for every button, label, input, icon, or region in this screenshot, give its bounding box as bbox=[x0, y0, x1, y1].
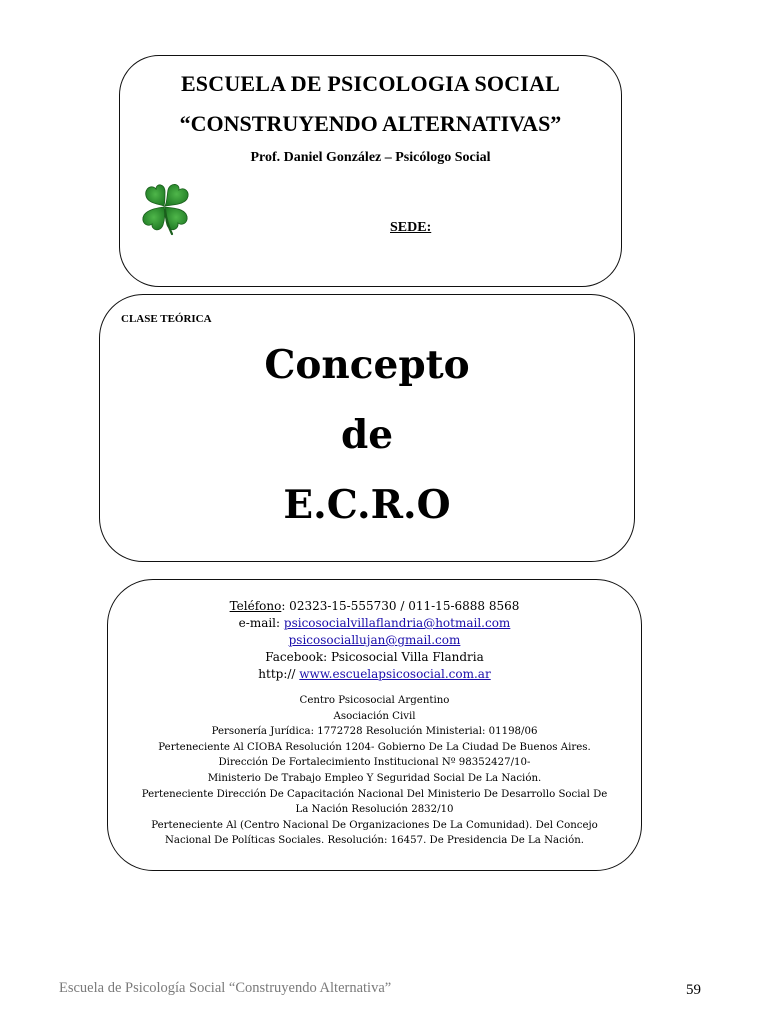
title-line-ecro: E.C.R.O bbox=[283, 482, 451, 528]
org-line: Perteneciente Al CIOBA Resolución 1204- Gobierno De La Ciudad De Buenos Aires. bbox=[158, 741, 591, 753]
org-line: Centro Psicosocial Argentino bbox=[299, 695, 450, 706]
sede-label: SEDE: bbox=[390, 220, 432, 235]
school-name: ESCUELA DE PSICOLOGIA SOCIAL bbox=[180, 71, 561, 96]
header-box bbox=[119, 55, 622, 287]
class-type-label: CLASE TEÓRICA bbox=[121, 313, 212, 325]
email-line bbox=[108, 615, 641, 632]
email-link-gmail[interactable]: psicosociallujan@gmail.com bbox=[288, 633, 461, 647]
page-number: 59 bbox=[686, 982, 701, 998]
email-line-2 bbox=[108, 632, 641, 649]
title-line-concepto: Concepto bbox=[264, 342, 470, 388]
contact-box bbox=[107, 579, 642, 871]
website-prefix: http:// bbox=[258, 667, 300, 681]
org-line: Nacional De Políticas Sociales. Resolución: 16457. De Presidencia De La Nación. bbox=[164, 835, 585, 847]
org-line: Perteneciente Al (Centro Nacional De Organizaciones De La Comunidad). Del Concejo bbox=[151, 819, 598, 831]
facebook-line: Facebook: Psicosocial Villa Flandria bbox=[265, 650, 484, 664]
four-leaf-clover-icon bbox=[138, 180, 192, 236]
title-line-de: de bbox=[340, 412, 394, 458]
organization-info bbox=[108, 693, 641, 849]
email-label: e-mail: bbox=[238, 616, 284, 630]
website-line bbox=[108, 666, 641, 683]
org-line: Personería Jurídica: 1772728 Resolución Ministerial: 01198/06 bbox=[211, 726, 538, 738]
org-line: Asociación Civil bbox=[333, 710, 416, 722]
org-line: La Nación Resolución 2832/10 bbox=[295, 804, 454, 816]
school-motto: “CONSTRUYENDO ALTERNATIVAS” bbox=[179, 111, 562, 136]
phone-value: : 02323-15-555730 / 011-15-6888 8568 bbox=[281, 599, 520, 613]
org-line: Ministerio De Trabajo Empleo Y Seguridad Social De La Nación. bbox=[207, 772, 542, 784]
email-link-hotmail[interactable]: psicosocialvillaflandria@hotmail.com bbox=[283, 616, 511, 630]
professor-name: Prof. Daniel González – Psicólogo Social bbox=[250, 150, 491, 165]
org-line: Perteneciente Dirección De Capacitación Nacional Del Ministerio De Desarrollo Social De bbox=[141, 788, 608, 800]
footer-text: Escuela de Psicología Social “Construyendo Alternativa” bbox=[59, 980, 392, 996]
phone-label: Teléfono bbox=[229, 599, 282, 613]
org-line: Dirección De Fortalecimiento Institucional Nº 98352427/10- bbox=[218, 757, 531, 769]
phone-line bbox=[108, 598, 641, 615]
contact-info bbox=[108, 598, 641, 849]
website-link[interactable]: www.escuelapsicosocial.com.ar bbox=[299, 667, 491, 681]
title-box bbox=[99, 294, 635, 562]
